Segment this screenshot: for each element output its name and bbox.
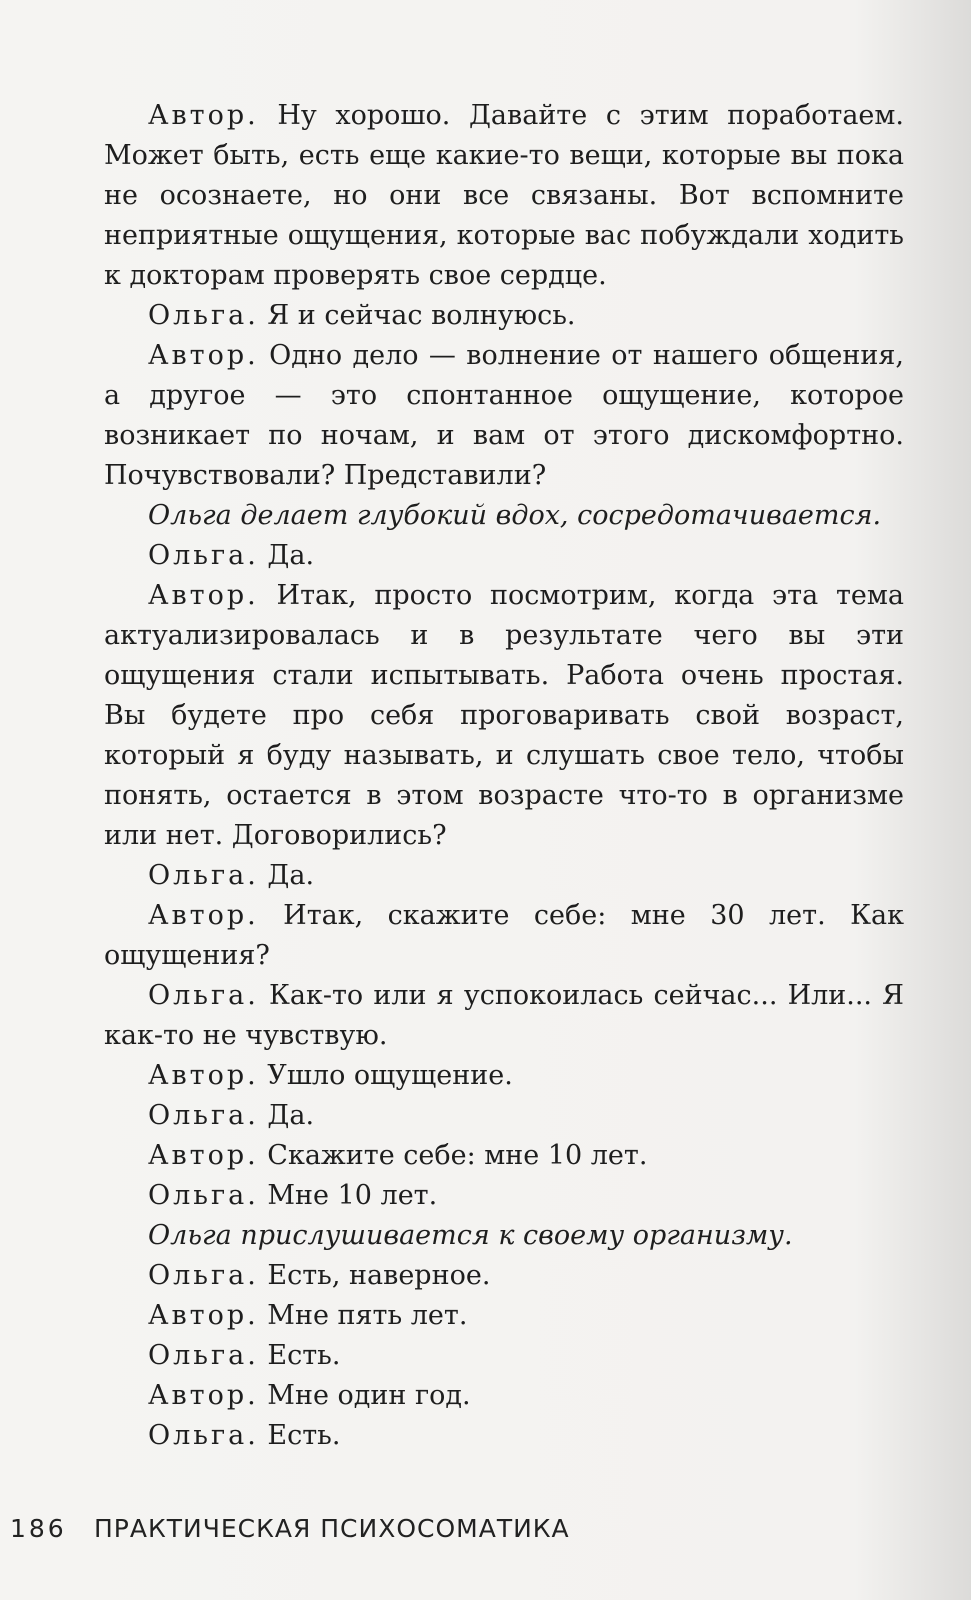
speech-text: Как-то или я успокоилась сейчас... Или... Я как-то не чувствую. [104,980,904,1051]
dialogue-paragraph [104,296,904,336]
speaker-name: Автор. [148,1300,259,1331]
speaker-name: Автор. [148,1380,259,1411]
speech-text: Мне пять лет. [258,1300,468,1331]
dialogue-paragraph [104,1376,904,1416]
speaker-name: Ольга. [148,1100,259,1131]
speech-text: Есть, наверное. [258,1260,491,1291]
speech-text: Да. [258,540,315,571]
dialogue-paragraph [104,1416,904,1456]
dialogue-paragraph [104,336,904,496]
dialogue-paragraph [104,536,904,576]
speech-text: Ушло ощущение. [258,1060,513,1091]
dialogue-paragraph [104,896,904,976]
speech-text: Одно дело — волнение от нашего общения, а другое — это спонтанное ощущение, которое возникает по ночам, и вам от этого дискомфортно. Почувствовали? Представили? [104,340,904,491]
running-title: ПРАКТИЧЕСКАЯ ПСИХОСОМАТИКА [94,1514,570,1543]
speaker-name: Ольга. [148,860,259,891]
speaker-name: Автор. [148,1140,259,1171]
speech-text: Есть. [258,1420,341,1451]
dialogue-paragraph [104,1256,904,1296]
dialogue-paragraph [104,1056,904,1096]
dialogue-paragraph [104,1336,904,1376]
dialogue-paragraph [104,976,904,1056]
dialogue-text [104,96,904,1456]
dialogue-paragraph [104,1136,904,1176]
speech-text: Да. [258,1100,315,1131]
speech-text: Я и сейчас волнуюсь. [258,300,576,331]
dialogue-paragraph [104,1296,904,1336]
dialogue-paragraph [104,1176,904,1216]
speaker-name: Автор. [148,580,259,611]
speaker-name: Ольга. [148,1260,259,1291]
speaker-name: Автор. [148,100,259,131]
speech-text: Ну хорошо. Давайте с этим поработаем. Может быть, есть еще какие-то вещи, которые вы пока не осознаете, но они все связаны. Вот вспомните неприятные ощущения, которые вас побуждали ходить к докторам проверять свое сердце. [104,100,904,291]
speaker-name: Ольга. [148,1180,259,1211]
speech-text: Мне один год. [258,1380,471,1411]
page-number: 186 [10,1514,67,1543]
speaker-name: Автор. [148,1060,259,1091]
speaker-name: Автор. [148,900,259,931]
speaker-name: Ольга. [148,300,259,331]
stage-direction: Ольга прислушивается к своему организму. [148,1220,793,1251]
speech-text: Итак, скажите себе: мне 30 лет. Как ощущения? [104,900,904,971]
dialogue-paragraph [104,96,904,296]
speech-text: Есть. [258,1340,341,1371]
speaker-name: Автор. [148,340,259,371]
speaker-name: Ольга. [148,1420,259,1451]
speech-text: Итак, просто посмотрим, когда эта тема актуализировалась и в результате чего вы эти ощущения стали испытывать. Работа очень простая. Вы будете про себя проговаривать свой возраст, который я буду называть, и слушать свое тело, чтобы понять, остается в этом возрасте что-то в организме или нет. Договорились? [104,580,904,851]
speech-text: Да. [258,860,315,891]
stage-direction: Ольга делает глубокий вдох, сосредотачивается. [148,500,882,531]
speech-text: Скажите себе: мне 10 лет. [258,1140,648,1171]
speaker-name: Ольга. [148,980,259,1011]
dialogue-paragraph [104,856,904,896]
speech-text: Мне 10 лет. [258,1180,438,1211]
page-footer [10,1514,570,1543]
dialogue-paragraph [104,576,904,856]
dialogue-paragraph [104,1096,904,1136]
speaker-name: Ольга. [148,1340,259,1371]
speaker-name: Ольга. [148,540,259,571]
